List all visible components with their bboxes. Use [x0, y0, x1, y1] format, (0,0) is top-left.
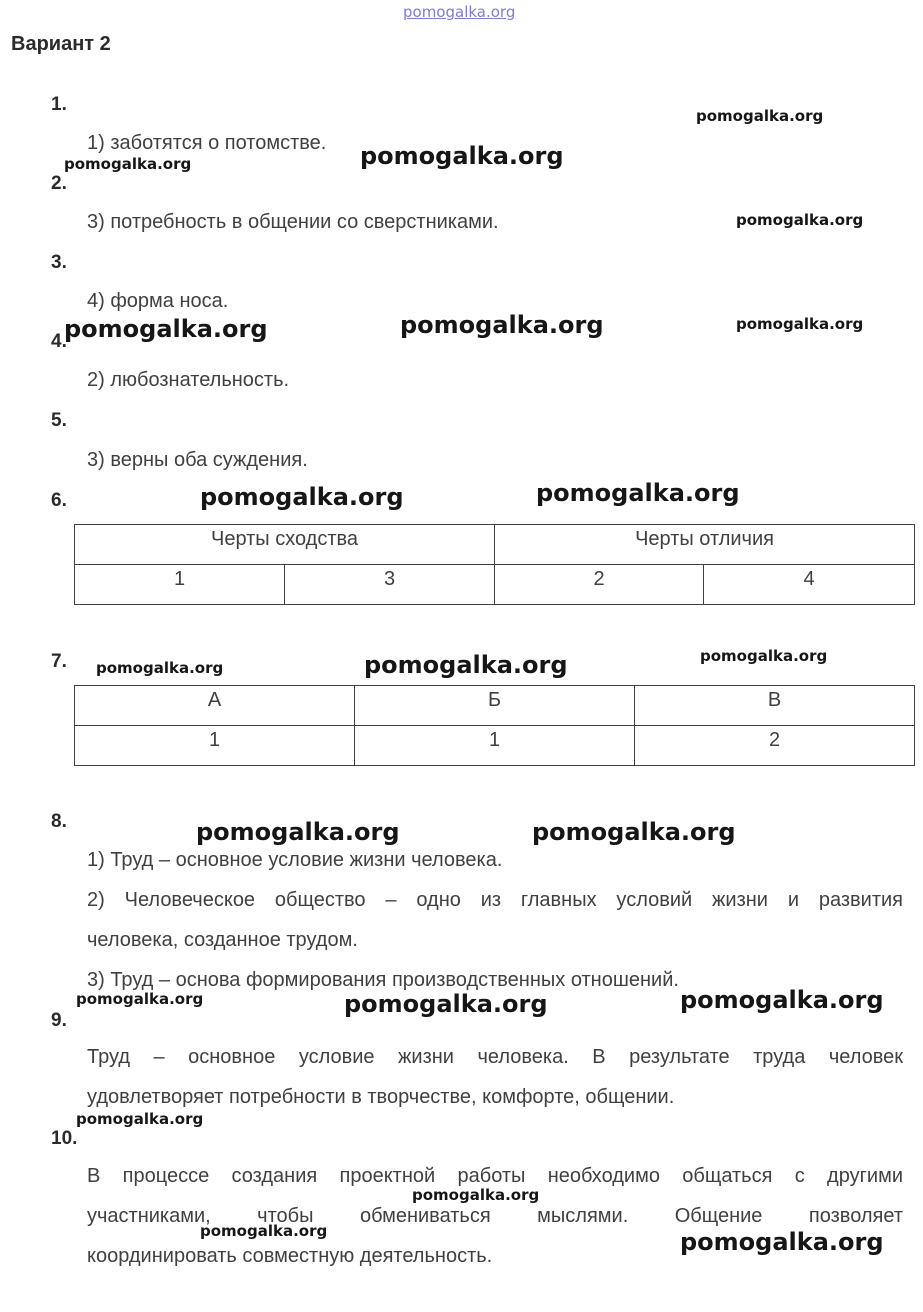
answer-5: 3) верны оба суждения. [87, 449, 308, 471]
watermark: pomogalka.org [64, 315, 268, 343]
answer-4: 2) любознательность. [87, 369, 290, 391]
watermark: pomogalka.org [536, 479, 740, 507]
page-title: Вариант 2 [11, 33, 111, 55]
answer-1: 1) заботятся о потомстве. [87, 132, 327, 154]
watermark: pomogalka.org [196, 818, 400, 846]
table-header-row [75, 525, 915, 565]
table-q7 [74, 685, 915, 766]
question-number-2: 2. [51, 173, 67, 194]
answer-8 [87, 840, 903, 1000]
watermark: pomogalka.org [76, 1110, 204, 1128]
watermark: pomogalka.org [400, 311, 604, 339]
question-number-10: 10. [51, 1128, 78, 1149]
question-number-1: 1. [51, 94, 67, 115]
question-number-3: 3. [51, 252, 67, 273]
watermark: pomogalka.org [736, 211, 864, 229]
answer-8-line-1: 1) Труд – основное условие жизни человека. [87, 849, 503, 871]
watermark: pomogalka.org [700, 647, 828, 665]
question-number-6: 6. [51, 490, 67, 511]
answer-10 [87, 1156, 903, 1276]
header-a: А [75, 686, 355, 726]
watermark: pomogalka.org [680, 1228, 884, 1256]
question-number-8: 8. [51, 811, 67, 832]
watermark: pomogalka.org [680, 986, 884, 1014]
table-cell: 3 [285, 565, 495, 605]
watermark: pomogalka.org [96, 659, 224, 677]
watermark: pomogalka.org [200, 483, 404, 511]
answer-2: 3) потребность в общении со сверстниками. [87, 211, 499, 233]
answer-10-line-1: В процессе создания проектной работы необходимо общаться с другими [87, 1165, 903, 1187]
answer-10-line-3: координировать совместную деятельность. [87, 1245, 493, 1267]
table-row [75, 565, 915, 605]
table-cell: 1 [75, 565, 285, 605]
answer-8-line-3: человека, созданное трудом. [87, 929, 358, 951]
header-b: Б [355, 686, 635, 726]
table-cell: 1 [75, 726, 355, 766]
question-number-4: 4. [51, 331, 67, 352]
answer-9 [87, 1037, 903, 1117]
answer-10-line-2: участниками, чтобы обмениваться мыслями. Общение позволяет [87, 1205, 903, 1227]
answer-8-line-2: 2) Человеческое общество – одно из главных условий жизни и развития [87, 889, 903, 911]
question-number-7: 7. [51, 651, 67, 672]
table-q6 [74, 524, 915, 605]
table-header-row [75, 686, 915, 726]
header-v: В [635, 686, 915, 726]
watermark: pomogalka.org [200, 1222, 328, 1240]
watermark: pomogalka.org [736, 315, 864, 333]
answer-9-line-2: удовлетворяет потребности в творчестве, комфорте, общении. [87, 1086, 675, 1108]
question-number-9: 9. [51, 1010, 67, 1031]
watermark: pomogalka.org [532, 818, 736, 846]
answer-9-line-1: Труд – основное условие жизни человека. В результате труда человек [87, 1046, 903, 1068]
watermark: pomogalka.org [364, 651, 568, 679]
header-similarities: Черты сходства [75, 525, 495, 565]
answer-3: 4) форма носа. [87, 290, 229, 312]
header-differences: Черты отличия [495, 525, 915, 565]
table-row [75, 726, 915, 766]
question-number-5: 5. [51, 410, 67, 431]
watermark: pomogalka.org [344, 990, 548, 1018]
table-cell: 2 [635, 726, 915, 766]
watermark: pomogalka.org [64, 155, 192, 173]
watermark-top-link[interactable]: pomogalka.org [403, 3, 516, 21]
watermark: pomogalka.org [76, 990, 204, 1008]
watermark: pomogalka.org [412, 1186, 540, 1204]
table-cell: 4 [704, 565, 915, 605]
answer-8-line-4: 3) Труд – основа формирования производственных отношений. [87, 969, 679, 991]
watermark: pomogalka.org [696, 107, 824, 125]
table-cell: 1 [355, 726, 635, 766]
watermark: pomogalka.org [360, 142, 564, 170]
table-cell: 2 [495, 565, 704, 605]
